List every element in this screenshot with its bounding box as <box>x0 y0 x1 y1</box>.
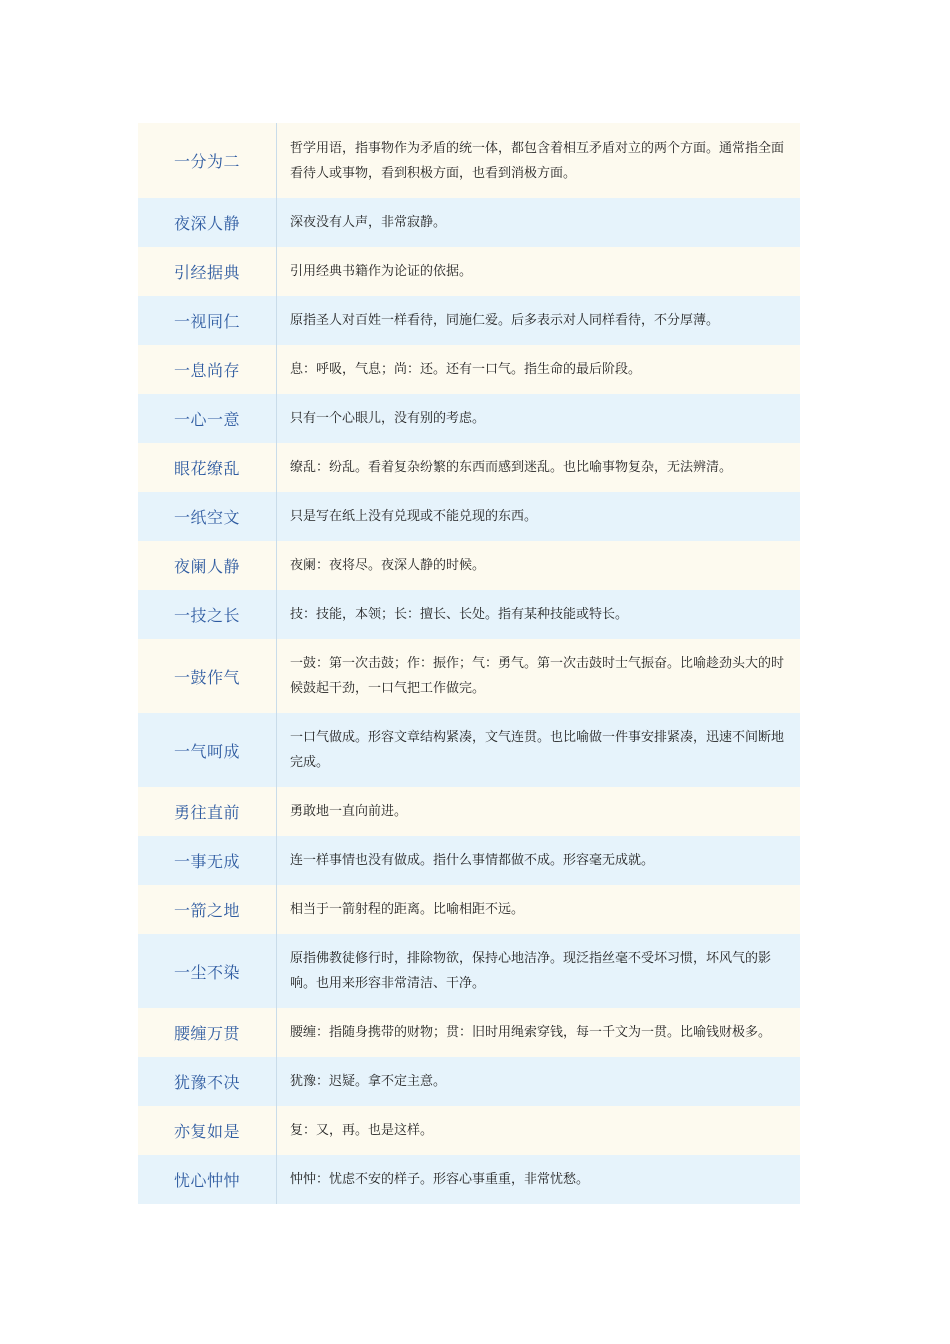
idiom-term: 一技之长 <box>138 590 277 639</box>
idiom-definition: 夜阑：夜将尽。夜深人静的时候。 <box>290 558 486 573</box>
idiom-term: 勇往直前 <box>138 787 277 836</box>
table-row <box>138 345 800 394</box>
idiom-term: 眼花缭乱 <box>138 443 277 492</box>
table-row <box>138 885 800 934</box>
idiom-definition: 缭乱：纷乱。看着复杂纷繁的东西而感到迷乱。也比喻事物复杂，无法辨清。 <box>290 460 733 475</box>
idiom-definition: 复：又，再。也是这样。 <box>290 1123 434 1138</box>
table-row <box>138 443 800 492</box>
table-row <box>138 836 800 885</box>
idiom-definition: 息：呼吸，气息；尚：还。还有一口气。指生命的最后阶段。 <box>290 362 642 377</box>
table-row <box>138 541 800 590</box>
idiom-term: 亦复如是 <box>138 1106 277 1155</box>
table-row <box>138 934 800 1008</box>
idiom-term: 一视同仁 <box>138 296 277 345</box>
idiom-definition: 相当于一箭射程的距离。比喻相距不远。 <box>290 902 525 917</box>
idiom-term: 一气呵成 <box>138 713 277 787</box>
idiom-definition: 哲学用语，指事物作为矛盾的统一体，都包含着相互矛盾对立的两个方面。通常指全面看待人或事物，看到积极方面，也看到消极方面。 <box>290 140 785 181</box>
table-row <box>138 713 800 787</box>
idiom-definition: 原指圣人对百姓一样看待，同施仁爱。后多表示对人同样看待，不分厚薄。 <box>290 313 720 328</box>
idiom-term: 一纸空文 <box>138 492 277 541</box>
table-row <box>138 787 800 836</box>
idiom-definition: 勇敢地一直向前进。 <box>290 804 408 819</box>
idiom-definition: 技：技能，本领；长：擅长、长处。指有某种技能或特长。 <box>290 607 629 622</box>
idiom-term: 一尘不染 <box>138 934 277 1008</box>
idiom-definition: 一鼓：第一次击鼓；作：振作；气：勇气。第一次击鼓时士气振奋。比喻趁劲头大的时候鼓起干劲，一口气把工作做完。 <box>290 656 785 696</box>
table-row <box>138 492 800 541</box>
table-row <box>138 639 800 713</box>
idiom-table <box>138 123 800 1204</box>
idiom-term: 夜阑人静 <box>138 541 277 590</box>
idiom-definition: 忡忡：忧虑不安的样子。形容心事重重，非常忧愁。 <box>290 1172 590 1187</box>
idiom-term: 一心一意 <box>138 394 277 443</box>
idiom-definition: 只有一个心眼儿，没有别的考虑。 <box>290 411 486 426</box>
idiom-definition: 引用经典书籍作为论证的依据。 <box>290 264 473 279</box>
idiom-definition: 只是写在纸上没有兑现或不能兑现的东西。 <box>290 509 538 524</box>
idiom-term: 一分为二 <box>138 123 277 198</box>
table-row <box>138 590 800 639</box>
idiom-term: 引经据典 <box>138 247 277 296</box>
idiom-term: 忧心忡忡 <box>138 1155 277 1204</box>
idiom-definition: 一口气做成。形容文章结构紧凑，文气连贯。也比喻做一件事安排紧凑，迅速不间断地完成。 <box>290 730 785 770</box>
table-row <box>138 198 800 247</box>
table-row <box>138 247 800 296</box>
idiom-definition: 连一样事情也没有做成。指什么事情都做不成。形容毫无成就。 <box>290 853 655 868</box>
idiom-term: 一息尚存 <box>138 345 277 394</box>
table-row <box>138 394 800 443</box>
idiom-term: 夜深人静 <box>138 198 277 247</box>
table-row <box>138 296 800 345</box>
idiom-term: 一事无成 <box>138 836 277 885</box>
idiom-definition: 腰缠：指随身携带的财物；贯：旧时用绳索穿钱，每一千文为一贯。比喻钱财极多。 <box>290 1025 772 1040</box>
table-row <box>138 123 800 198</box>
idiom-term: 一鼓作气 <box>138 639 277 713</box>
table-row <box>138 1155 800 1204</box>
table-row <box>138 1008 800 1057</box>
idiom-term: 腰缠万贯 <box>138 1008 277 1057</box>
idiom-definition: 原指佛教徒修行时，排除物欲，保持心地洁净。现泛指丝毫不受坏习惯，坏风气的影响。也用来形容非常清洁、干净。 <box>290 951 772 991</box>
idiom-definition: 深夜没有人声，非常寂静。 <box>290 215 447 230</box>
idiom-term: 一箭之地 <box>138 885 277 934</box>
idiom-term: 犹豫不决 <box>138 1057 277 1106</box>
table-row <box>138 1057 800 1106</box>
idiom-definition: 犹豫：迟疑。拿不定主意。 <box>290 1074 447 1089</box>
table-row <box>138 1106 800 1155</box>
